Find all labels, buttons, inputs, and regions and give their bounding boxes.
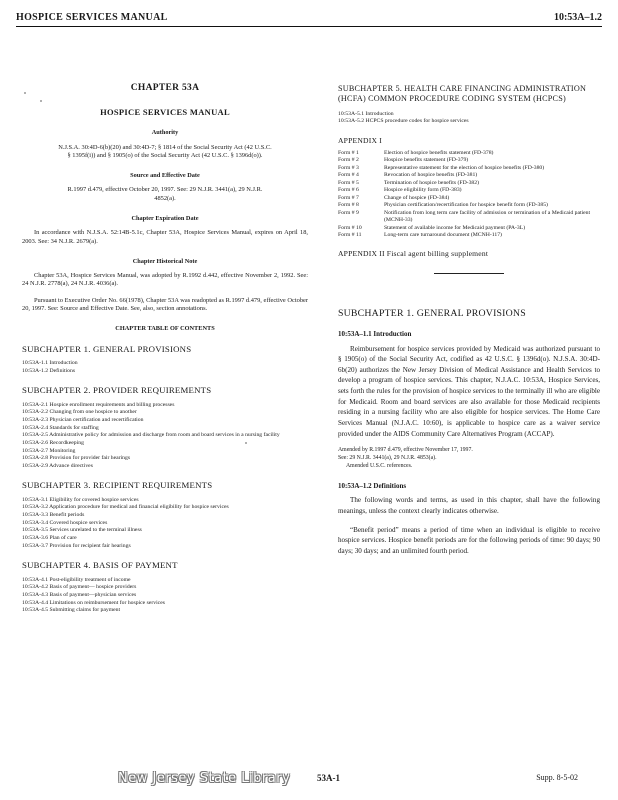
expiration-heading: Chapter Expiration Date xyxy=(131,215,199,223)
form-number: Form # 3 xyxy=(338,164,359,171)
header-title: HOSPICE SERVICES MANUAL xyxy=(16,12,168,23)
right-column xyxy=(338,84,600,557)
form-title: Long-term care turnaround document (MCNH-117) xyxy=(384,232,502,239)
running-header xyxy=(16,10,602,27)
amendment-line: See: 29 N.J.R. 3441(a), 29 N.J.R. 4853(a). xyxy=(338,454,437,461)
header-section: 10:53A–1.2 xyxy=(553,12,602,23)
toc-entry: 10:53A-3.6 Plan of care xyxy=(22,535,77,542)
history-paragraph-2: Pursuant to Executive Order No. 66(1978), Chapter 53A was readopted as R.1997 d.479, effective October 20, 1997. See: Source and Effective Date. See, also, section annotations. xyxy=(22,296,308,313)
form-number: Form # 2 xyxy=(338,157,359,164)
toc-entry: 10:53A-5.1 Introduction xyxy=(338,110,394,117)
toc-list-3 xyxy=(22,497,308,550)
appendix-1-heading: APPENDIX I xyxy=(338,135,382,145)
toc-entry: 10:53A-4.5 Submitting claims for payment xyxy=(22,607,121,614)
form-title: Statement of available income for Medicaid payment (PA-3L) xyxy=(384,224,526,231)
benefit-period-definition: “Benefit period” means a period of time when an individual is eligible to receive hospice services. Hospice benefit periods are for the following periods of time: 90 days; 90 days; 30 days; and an unlimited fourth period. xyxy=(338,525,600,555)
toc-entry: 10:53A-3.2 Application procedure for medical and financial eligibility for hospice services xyxy=(22,504,229,511)
expiration-text: In accordance with N.J.S.A. 52:14B-5.1c, Chapter 53A, Hospice Services Manual, expires on April 18, 2003. See: 34 N.J.R. 2679(a). xyxy=(22,229,308,245)
toc-list-2 xyxy=(22,402,308,471)
toc-entry: 10:53A-2.5 Administrative policy for admission and discharge from room and board services in a nursing facility xyxy=(22,432,280,439)
chapter-number: CHAPTER 53A xyxy=(130,83,200,93)
toc-entry: 10:53A-2.7 Monitoring xyxy=(22,447,76,454)
history-paragraph-1: Chapter 53A, Hospice Services Manual, was adopted by R.1992 d.442, effective November 2, 1992. See: 24 N.J.R. 2778(a), 24 N.J.R. 4036(a). xyxy=(22,272,308,288)
toc-entry: 10:53A-2.2 Changing from one hospice to another xyxy=(22,409,137,416)
form-entry xyxy=(338,150,600,158)
authority-heading: Authority xyxy=(151,129,179,137)
toc-entry: 10:53A-4.1 Post-eligibility treatment of income xyxy=(22,576,131,583)
form-title: Representative statement for the election of hospice benefits (FD-380) xyxy=(384,164,545,171)
section-1-2-heading: 10:53A–1.2 Definitions xyxy=(338,482,407,491)
page-footer xyxy=(0,773,618,793)
form-number: Form # 10 xyxy=(338,224,362,231)
form-entry xyxy=(338,187,600,195)
toc-entry: 10:53A-1.2 Definitions xyxy=(22,367,76,374)
toc-entry: 10:53A-3.7 Provision for recipient fair hearings xyxy=(22,542,131,549)
forms-list xyxy=(338,150,600,240)
source-text: R.1997 d.479, effective October 20, 1997. See: 29 N.J.R. 3441(a), 29 N.J.R. 4852(a). xyxy=(67,186,263,202)
toc-list-4 xyxy=(22,577,308,615)
form-number: Form # 1 xyxy=(338,149,359,156)
page-number: 53A-1 xyxy=(317,773,340,783)
source-heading: Source and Effective Date xyxy=(130,172,200,180)
toc-subchapter-5: SUBCHAPTER 5. HEALTH CARE FINANCING ADMINISTRATION (HCFA) COMMON PROCEDURE CODING SYSTEM (HCPCS) xyxy=(338,84,587,104)
form-number: Form # 6 xyxy=(338,187,359,194)
form-title: Notification from long term care facility of admission or termination of a Medicaid patient (MCNH-33) xyxy=(384,209,591,224)
toc-entry: 10:53A-4.3 Basis of payment—physician services xyxy=(22,592,137,599)
toc-entry: 10:53A-3.4 Covered hospice services xyxy=(22,519,108,526)
form-entry xyxy=(338,202,600,210)
toc-subchapter-4: SUBCHAPTER 4. BASIS OF PAYMENT xyxy=(22,560,178,571)
section-divider xyxy=(434,273,504,274)
toc-entry: 10:53A-2.1 Hospice enrollment requirements and billing processes xyxy=(22,401,175,408)
toc-entry: 10:53A-3.3 Benefit periods xyxy=(22,512,85,519)
section-1-1-text: Reimbursement for hospice services provided by Medicaid was authorized pursuant to § 1905(o) of the Social Security Act, codified as 42 U.S.C. § 1396d(o). N.J.S.A. 30:4D-6b(20) authorizes the New Jersey Division of Medical Assistance and Health Services to develop a program of hospice services. This chapter, N.J.A.C. 10:53A, Hospice Services, sets forth the rules for the provision of hospice services to the terminally ill who are eligible for Medicaid. Room and board services are also available for those Medicaid recipients residing in a nursing facility who are also eligible for hospice services. The Home Care Services Manual (N.J.A.C. 10:60), is applicable to hospice care as a waiver service provided under the AIDS Community Care Alternatives Program (ACCAP). xyxy=(338,344,600,438)
supplement-date: Supp. 8-5-02 xyxy=(536,773,578,782)
toc-entry: 10:53A-2.9 Advance directives xyxy=(22,462,93,469)
toc-entry: 10:53A-2.8 Provision for provider fair hearings xyxy=(22,455,131,462)
form-number: Form # 8 xyxy=(338,202,359,209)
toc-entry: 10:53A-1.1 Introduction xyxy=(22,359,78,366)
toc-heading: CHAPTER TABLE OF CONTENTS xyxy=(115,325,215,333)
form-title: Election of hospice benefits statement (FD-378) xyxy=(384,149,494,156)
form-number: Form # 4 xyxy=(338,172,359,179)
toc-entry: 10:53A-4.4 Limitations on reimbursement for hospice services xyxy=(22,599,165,606)
library-watermark: New Jersey State Library xyxy=(118,771,291,786)
toc-entry: 10:53A-4.2 Basis of payment— hospice providers xyxy=(22,584,137,591)
form-number: Form # 5 xyxy=(338,179,359,186)
toc-list-5 xyxy=(338,111,600,126)
form-title: Hospice eligibility form (FD-383) xyxy=(384,187,462,194)
form-title: Hospice benefits statement (FD-379) xyxy=(384,157,469,164)
toc-entry: 10:53A-2.3 Physician certification and recertification xyxy=(22,416,144,423)
section-1-2-text: The following words and terms, as used in this chapter, shall have the following meanings, unless the context clearly indicates otherwise. xyxy=(338,496,600,515)
form-number: Form # 7 xyxy=(338,194,359,201)
toc-entry: 10:53A-3.1 Eligibility for covered hospice services xyxy=(22,496,139,503)
toc-subchapter-2: SUBCHAPTER 2. PROVIDER REQUIREMENTS xyxy=(22,385,212,396)
toc-entry: 10:53A-5.2 HCPCS procedure codes for hospice services xyxy=(338,118,469,125)
form-number: Form # 11 xyxy=(338,232,362,239)
form-title: Revocation of hospice benefits (FD-381) xyxy=(384,172,478,179)
history-heading: Chapter Historical Note xyxy=(132,257,198,265)
appendix-2-heading: APPENDIX II Fiscal agent billing supplement xyxy=(338,248,489,258)
form-entry xyxy=(338,157,600,165)
toc-list-1 xyxy=(22,360,308,375)
toc-subchapter-1: SUBCHAPTER 1. GENERAL PROVISIONS xyxy=(22,343,192,354)
authority-text: N.J.S.A. 30:4D-6(b)(20) and 30:4D-7; § 1814 of the Social Security Act (42 U.S.C. § 1395f(i)) and § 1905(o) of the Social Security Act (42 U.S.C. § 1396d(o)). xyxy=(58,143,272,159)
form-entry xyxy=(338,232,600,240)
form-title: Termination of hospice benefits (FD-382) xyxy=(384,179,480,186)
amendment-line: Amended U.S.C. references. xyxy=(346,462,413,469)
amendment-note xyxy=(338,447,600,470)
form-entry xyxy=(338,210,600,225)
toc-subchapter-3: SUBCHAPTER 3. RECIPIENT REQUIREMENTS xyxy=(22,480,213,491)
manual-title: HOSPICE SERVICES MANUAL xyxy=(100,107,230,118)
toc-entry: 10:53A-2.4 Standards for staffing xyxy=(22,424,99,431)
amendment-line: Amended by R.1997 d.479, effective November 17, 1997. xyxy=(338,447,473,454)
section-1-1-heading: 10:53A–1.1 Introduction xyxy=(338,330,412,339)
form-title: Physician certification/recertification for hospice benefit form (FD-385) xyxy=(384,202,548,209)
form-entry xyxy=(338,172,600,180)
left-column xyxy=(22,82,308,615)
subchapter-1-heading: SUBCHAPTER 1. GENERAL PROVISIONS xyxy=(338,307,526,319)
toc-entry: 10:53A-3.5 Services unrelated to the terminal illness xyxy=(22,527,142,534)
toc-entry: 10:53A-2.6 Recordkeeping xyxy=(22,439,84,446)
form-title: Change of hospice (FD-384) xyxy=(384,194,450,201)
form-entry xyxy=(338,180,600,188)
form-number: Form # 9 xyxy=(338,209,359,216)
